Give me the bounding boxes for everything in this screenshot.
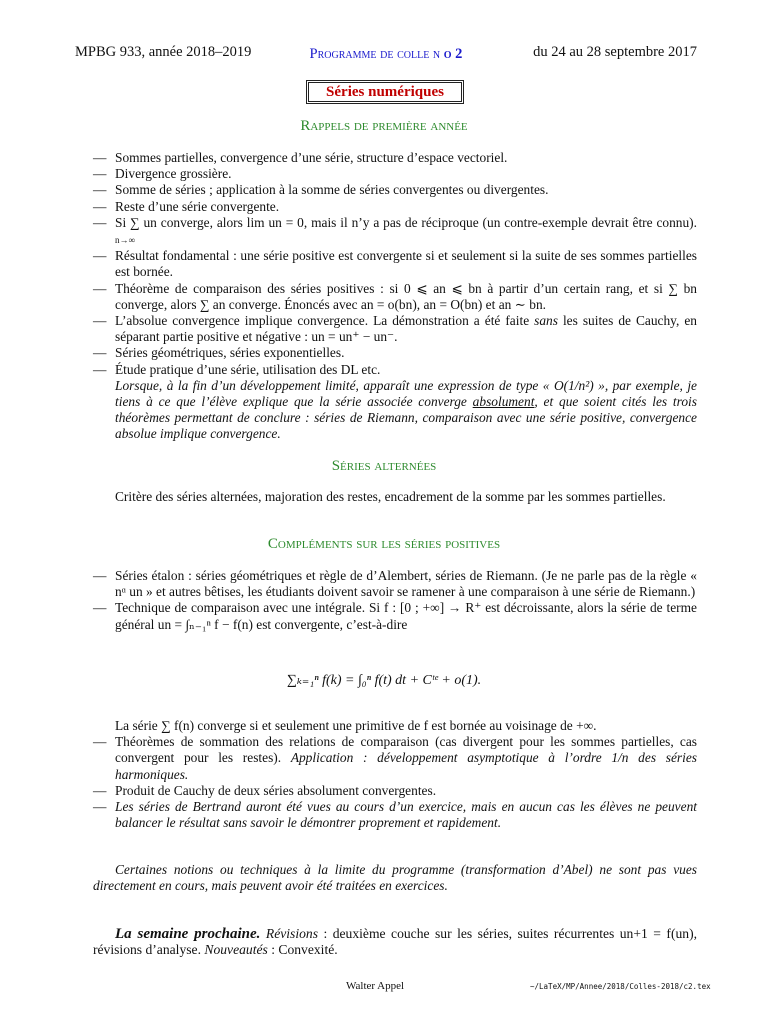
- next-week-paragraph: La semaine prochaine. Révisions : deuxième couche sur les séries, suites récurrentes un+1 = f(un), révisions d’analyse. Nouveautés : Convexité.: [93, 926, 698, 958]
- list-item: — Reste d’une série convergente.: [93, 198, 280, 214]
- italic-note: Lorsque, à la fin d’un développement limité, apparaît une expression de type « O(1/n²) », par exemple, je tiens à ce que l’élève explique que la série associée converge absolument, et que soient cités les trois théorèmes permettant de conclure : séries de Riemann, comparaison avec une série positive, convergence absolue implique convergence.: [115, 377, 697, 442]
- list-item: — Divergence grossière.: [93, 166, 232, 182]
- list-item: — Théorèmes de sommation des relations de comparaison (cas divergent pour les sommes partielles, cas convergent pour les restes). Application : développement asymptotique à l’ordre 1/n des séries harmoniques.: [93, 734, 697, 782]
- section-title-alternees: Séries alternées: [331, 458, 437, 474]
- page-title: Séries numériques: [306, 80, 464, 104]
- section-title-complements: Compléments sur les séries positives: [267, 536, 501, 552]
- header-program-title: Programme de colle n o 2: [309, 45, 463, 62]
- list-item: — Sommes partielles, convergence d’une série, structure d’espace vectoriel.: [93, 150, 508, 165]
- list-item: — L’absolue convergence implique convergence. La démonstration a été faite sans les suites de Cauchy, en séparant partie positive et négative : un = un⁺ − un⁻.: [93, 313, 697, 345]
- list-item: — Les séries de Bertrand auront été vues au cours d’un exercice, mais en aucun cas les élèves ne peuvent balancer le résultat sans savoir le démontrer proprement et rapidement.: [93, 799, 697, 831]
- section-title-rappels: Rappels de première année: [300, 118, 468, 134]
- list-item: — Technique de comparaison avec une intégrale. Si f : [0 ; +∞] → R⁺ est décroissante, alors la série de terme général un = ∫ₙ₋₁ⁿ f − f(n) est convergente, c’est-à-dire: [93, 600, 697, 632]
- list-item: — Produit de Cauchy de deux séries absolument convergentes.: [93, 782, 437, 798]
- page-header: [75, 44, 697, 66]
- section-complements-list-2: [93, 718, 697, 831]
- list-item: — Résultat fondamental : une série positive est convergente si et seulement si la suite de ses sommes partielles est bornée.: [93, 248, 697, 280]
- limit-subscript: n→∞: [115, 235, 135, 246]
- header-class-year: MPBG 933, année 2018–2019: [75, 44, 252, 60]
- list-item: — Séries géométriques, séries exponentielles.: [93, 345, 345, 361]
- remark-paragraph: Certaines notions ou techniques à la limite du programme (transformation d’Abel) ne sont pas vues directement en cours, mais peuvent avoir été traitées en exercices.: [93, 862, 697, 894]
- section-complements-list: [93, 568, 697, 633]
- display-formula: ∑ₖ₌₁ⁿ f(k) = ∫₀ⁿ f(t) dt + Cᵗᵉ + o(1).: [286, 673, 482, 688]
- list-item: — Étude pratique d’une série, utilisation des DL etc. Lorsque, à la fin d’un développement limité, apparaît une expression de type « O(1/n²) », par exemple, je tiens à ce que l’élève explique que la série associée converge absolument, et que soient cités les trois théorèmes permettant de conclure : séries de Riemann, comparaison avec une série positive, convergence absolue implique convergence.: [93, 361, 697, 442]
- section-rappels-list: [93, 150, 697, 443]
- list-item: La série ∑ f(n) converge si et seulement une primitive de f est bornée au voisinage de +∞.: [115, 718, 597, 733]
- section-alternees-text: Critère des séries alternées, majoration des restes, encadrement de la somme par les sommes partielles.: [115, 489, 666, 504]
- list-item: — Théorème de comparaison des séries positives : si 0 ⩽ an ⩽ bn à partir d’un certain rang, et si ∑ bn converge, alors ∑ an converge. Énoncés avec an = o(bn), an = O(bn) et an ∼ bn.: [93, 280, 697, 312]
- footer-author: Walter Appel: [346, 980, 405, 992]
- header-dates: du 24 au 28 septembre 2017: [533, 44, 697, 60]
- footer-file-path: ~/LaTeX/MP/Annee/2018/Colles-2018/c2.tex: [530, 982, 711, 991]
- list-item: — Séries étalon : séries géométriques et règle de d’Alembert, séries de Riemann. (Je ne parle pas de la règle « nᵅ un » et autres bêtises, les étudiants doivent savoir se ramener à une comparaison à une série de Riemann.): [93, 568, 697, 600]
- list-item: — Somme de séries ; application à la somme de séries convergentes ou divergentes.: [93, 182, 549, 198]
- list-item: — Si ∑ un converge, alors lim un = 0, mais il n’y a pas de réciproque (un contre-exemple devrait être connu). n→∞: [93, 214, 697, 246]
